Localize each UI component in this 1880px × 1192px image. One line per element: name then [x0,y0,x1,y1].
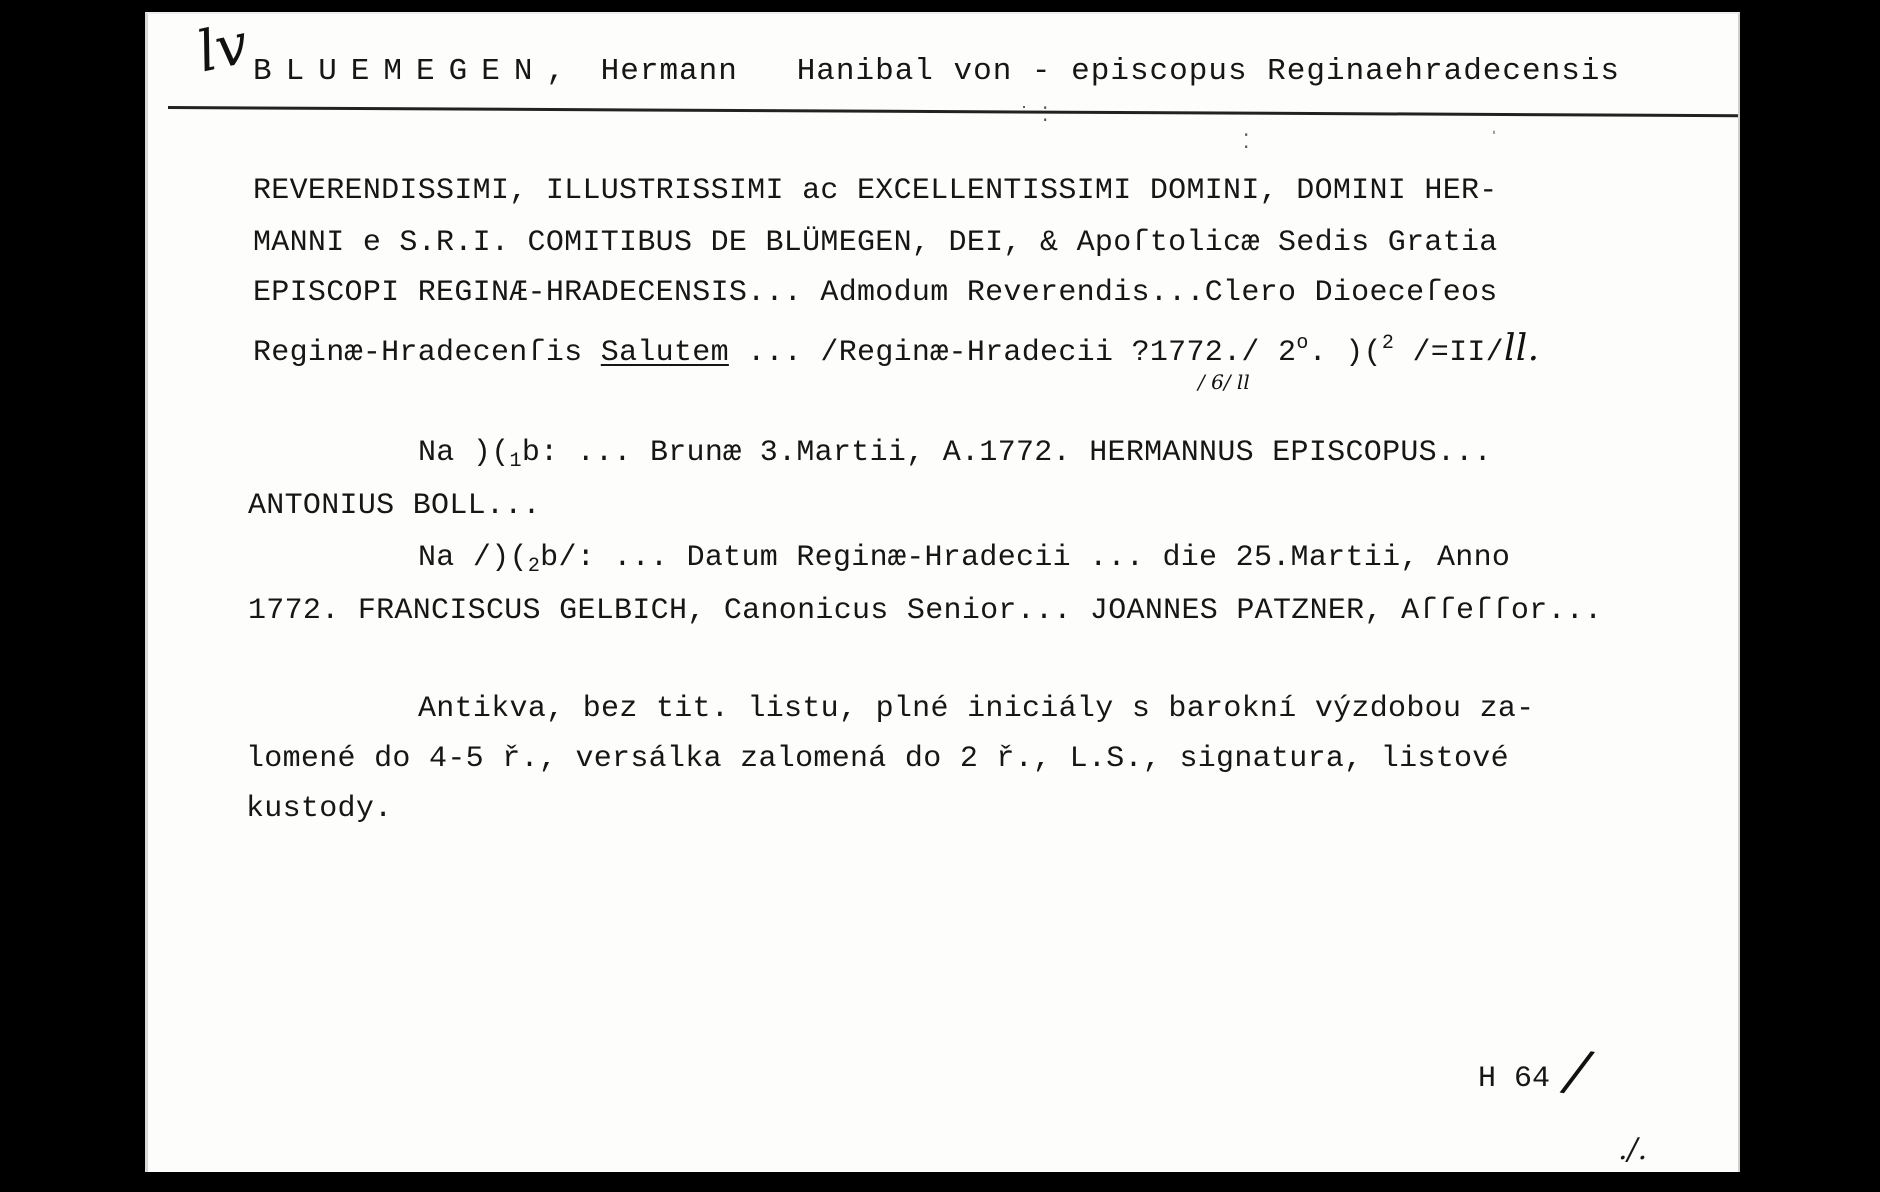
description-line-1: Antikva, bez tit. listu, plné iniciály s barokní výzdobou za- [418,692,1535,726]
salutem-underlined: Salutem [600,336,729,370]
note-1-text: b: ... Brunæ 3.Martii, A.1772. HERMANNUS EPISCOPUS... [521,436,1492,470]
note-1-subscript: 1 [509,450,522,473]
title-line-4 [253,328,1539,370]
bottom-corner-mark: ./. [1618,1132,1648,1167]
collation-open: . )( [1308,336,1382,370]
imprint-year: 1772./ 2 [1149,336,1297,370]
note-leaf-1b-cont: ANTONIUS BOLL... [248,489,541,523]
handwritten-collation-note: ll. [1503,328,1540,369]
description-line-2: lomené do 4-5 ř., versálka zalomená do 2 ř., L.S., signatura, listové [246,742,1509,776]
note-2-subscript: 2 [527,555,541,578]
handwritten-check-mark: / [1562,1037,1593,1106]
scan-speckle: ⁚ [1243,132,1250,155]
handwritten-date-note: / 6/ ll [1198,370,1250,394]
date-query: ? [1131,336,1150,370]
note-leaf-2b [418,541,1510,578]
note-2-prefix: Na /)( [418,541,528,575]
note-leaf-2b-cont: 1772. FRANCISCUS GELBICH, Canonicus Senior... JOANNES PATZNER, Aſſeſſor... [248,594,1603,628]
description-line-3: kustody. [246,792,393,826]
shelfmark: H 64 [1478,1062,1551,1096]
heading-given-name: Hermann [600,54,738,89]
scan-speckle: ˌ [1488,114,1501,137]
title-line-2: MANNI e S.R.I. COMITIBUS DE BLÜMEGEN, DEI, & Apoſtolicæ Sedis Gratia [253,226,1498,260]
note-leaf-1b [418,436,1492,473]
title-line-1: REVERENDISSIMI, ILLUSTRISSIMI ac EXCELLENTISSIMI DOMINI, DOMINI HER- [253,174,1498,208]
heading-divider [168,106,1738,117]
collation-end: /=II/ [1394,336,1504,370]
heading-rest: Hanibal von - episcopus Reginaehradecensis [796,54,1621,89]
note-2-text: b/: ... Datum Reginæ-Hradecii ... die 25.Martii, Anno [540,541,1511,575]
title-line-4-start: Reginæ-Hradecenſis [253,336,601,370]
catalog-card [145,12,1740,1172]
handwritten-corner-mark: lv [191,11,254,86]
heading-surname: BLUEMEGEN, [253,54,580,89]
collation-superscript: 2 [1381,332,1395,355]
format-degree: o [1296,332,1309,355]
title-line-3: EPISCOPI REGINÆ-HRADECENSIS... Admodum Reverendis...Clero Dioeceſeos [253,276,1498,310]
imprint-place: ... /Reginæ-Hradecii [728,336,1132,370]
note-1-prefix: Na )( [418,436,510,470]
card-heading [253,54,1620,89]
scan-speckle: ˙ ⁚ [1018,105,1049,128]
